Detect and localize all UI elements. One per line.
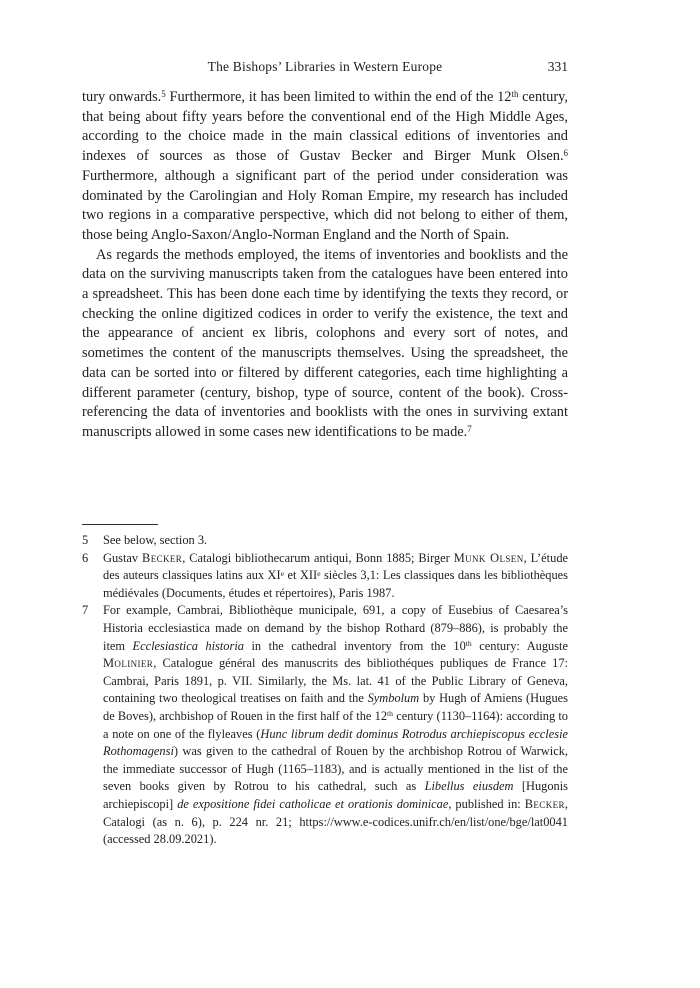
paragraph-2: As regards the methods employed, the items of inventories and booklists and the data on the surviving manuscripts taken from the catalogues have been entered into a spreadsheet. This has been done each time by identifying the texts they record, or checking the online digitized codices in order to verify the existence, the text and the appearance of ancient ex libris, colophons and every sort of notes, and sometimes the content of the manuscripts themselves. Using the spreadsheet, the data can be sorted into or filtered by different categories, each time highlighting a different parameter (century, bishop, type of source, content of the book). Cross-referencing the data of inventories and booklists with the ones in surviving extant manuscripts allowed in some cases new identifications to be made.$^7$ [82, 246, 568, 440]
running-header [82, 59, 568, 75]
page-number: 331 [547, 59, 568, 74]
footnote-text: For example, Cambrai, Bibliothèque municipale, 691, a copy of Eusebius of Caesarea’s Historia ecclesiastica made on demand by the bishop Rothard (879–886), is probably the item Ecclesiastica historia in the cathedral inventory from the 10th century: Auguste Molinier, Catalogue général des manuscrits des bibliothéques publiques de France 17: Cambrai, Paris 1891, p. VII. Similarly, the Ms. lat. 41 of the Public Library of Geneva, containing two theological treatises on faith and the Symbolum by Hugh of Amiens (Hugues de Boves), archbishop of Rouen in the first half of the 12th century (1130–1164): according to a note on one of the flyleaves (Hunc librum dedit dominus Rotrodus archiepiscopus ecclesie Rothomagensi) was given to the cathedral of Rouen by the archbishop Rotrou of Warwick, the immediate successor of Hugh (1165–1183), and is actually mentioned in the list of the seven books given by Rotrou to his cathedral, such as Libellus eiusdem [Hugonis archiepiscopi] de expositione fidei catholicae et orationis dominicae, published in: Becker, Catalogi (as n. 6), p. 224 nr. 21; https://www.e-codices.unifr.ch/en/list/one/bge/lat0041 (accessed 28.09.2021). [103, 603, 569, 847]
paragraph-1: tury onwards.$^5$ Furthermore, it has been limited to within the end of the 12th century, that being about fifty years before the conventional end of the High Middle Ages, according to the choice made in the main classical editions of inventories and indexes of sources as those of Gustav Becker and Birger Munk Olsen.$^6$ Furthermore, although a significant part of the period under consideration was dominated by the Carolingian and Holy Roman Empire, my research has included two regions in a comparative perspective, which did not belong to either of them, those being Anglo-Saxon/Anglo-Norman England and the North of Spain. [82, 88, 568, 243]
body-text [82, 88, 568, 443]
footnote-text: See below, section 3. [103, 533, 208, 547]
footnote-6 [82, 550, 568, 603]
footnote-5 [82, 532, 568, 550]
running-header-title: The Bishops’ Libraries in Western Europe [207, 59, 443, 74]
footnote-number: 7 [82, 603, 89, 618]
footnote-divider [82, 524, 158, 525]
footnote-7 [82, 602, 568, 848]
footnote-number: 6 [82, 550, 89, 565]
footnote-number: 5 [82, 533, 89, 547]
footnote-text: Gustav Becker, Catalogi bibliothecarum antiqui, Bonn 1885; Birger Munk Olsen, L’étude des auteurs classiques latins aux XIe et XIIe siècles 3,1: Les classiques dans les bibliothèques médiévales (Documents, études et répertoires), Paris 1987. [103, 550, 569, 600]
footnotes-section [82, 524, 568, 849]
